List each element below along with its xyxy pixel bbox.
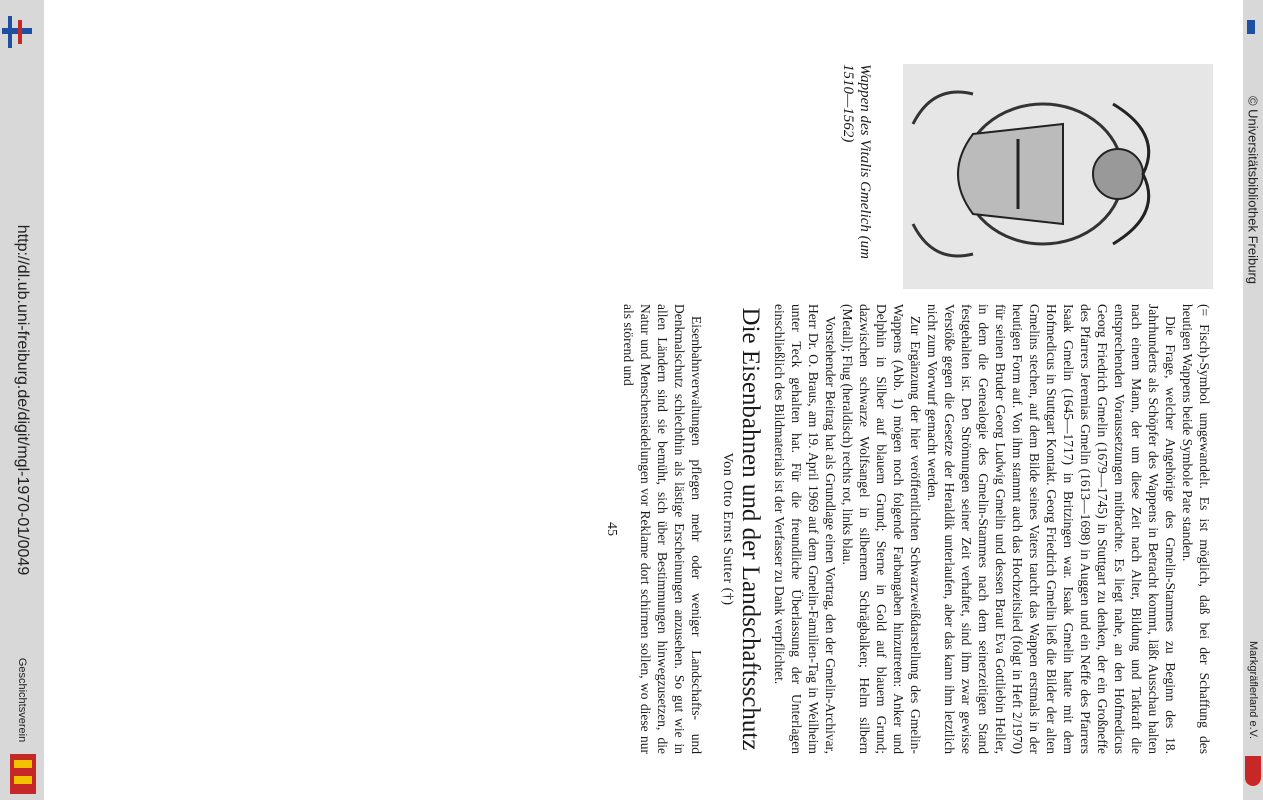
wappen-drawing	[903, 64, 1213, 289]
scanned-page	[160, 64, 1263, 754]
blue-marker-icon	[1247, 20, 1255, 34]
paragraph-4: Vorstehender Beitrag hat als Grundlage einen Vortrag, den der Gmelin-Archivar, Herr Dr. O. Braus, am 19. April 1969 auf dem Gmelin-Familien-Tag in Weilheim unter Teck gehalten hat. Für die freundliche Überlassung der Unterlagen einschließlich des Bildmaterials ist der Verfasser zu Dank verpflichtet.	[771, 304, 838, 754]
logo-stripes-icon	[2, 16, 32, 48]
coat-of-arms-icon-right	[1245, 756, 1261, 786]
article-byline: Von Otto Ernst Sutter (†)	[719, 452, 735, 606]
article-headline: Die Eisenbahnen und der Landschaftsschutz	[736, 307, 764, 751]
main-text	[603, 304, 1213, 754]
coat-of-arms-illustration	[903, 64, 1213, 289]
illustration-caption: Wappen des Vitalis Gmelich (um 1510—1562)	[839, 64, 873, 259]
paragraph-2: Die Frage, welcher Angehörige des Gmelin-Stammes zu Beginn des 18. Jahrhunderts als Schöpfer des Wappens in Betracht kommt, läßt Ausschau halten nach einem Mann, der um diese Zeit nach Alter, Bildung und Tatkraft die entsprechenden Voraussetzungen mitbrachte. Es liegt nahe, an den Hofmedicus Georg Friedrich Gmelin (1679—1745) in Stuttgart zu denken, der ein Großneffe des Pfarrers Jeremias Gmelin (1613—1698) in Auggen und ein Neffe des Pfarrers Isaak Gmelin (1645—1717) in Britzingen war. Isaak Gmelin hatte mit dem Hofmedicus in Stuttgart Kontakt. Georg Friedrich Gmelin ließ die Bilder der alten Gmelins stechen, auf dem Bilde seines Vaters taucht das Wappen erstmals in der heutigen Form auf. Von ihm stammt auch das Hochzeitslied (folgt in Heft 2/1970) für seinen Bruder Georg Ludwig Gmelin und dessen Braut Eva Gottliebin Heller, in dem die Genealogie des Gmelin-Stammes nach dem seinerzeitigen Stand festgehalten ist. Den Strömungen seiner Zeit verhaftet, sind ihm zwar gewisse Verstöße gegen die Gesetze der Heraldik unterlaufen, aber das kann ihm letztlich nicht zum Vorwurf gemacht werden.	[924, 304, 1178, 754]
article-paragraph: Eisenbahnverwaltungen pflegen mehr oder weniger Landschafts- und Denkmalschutz schlechthin als lästige Erscheinungen anzusehen. So gut wie in allen Ländern sind sie bemüht, sich über Bestimmungen hinwegzusetzen, die Natur und Menschensiedelungen vor Reklame dort schirmen sollen, wo diese nur als störend und	[620, 304, 704, 754]
document-url[interactable]: http://dl.ub.uni-freiburg.de/digit/mgl-1970-01/0049	[14, 224, 31, 576]
society-label: Geschichtsverein	[16, 657, 28, 743]
society-label-right: Markgräflerland e.V.	[1247, 640, 1259, 740]
library-label: © Universitätsbibliothek Freiburg	[1245, 95, 1261, 285]
paragraph-3: Zur Ergänzung der hier veröffentlichten Schwarzweißdarstellung des Gmelin-Wappens (Abb. 1) mögen noch folgende Farbangaben hinzutreten: Anker und Delphin in Silber auf blauem Grund; Sterne in Gold auf blauem Grund; dazwischen schwarze Wolfsangel in silbernem Schrägbalken; Helm silbern (Metall); Flug (heraldisch) rechts rot, links blau.	[839, 304, 923, 754]
coat-of-arms-icon	[10, 754, 36, 794]
left-sidebar	[0, 0, 44, 800]
paragraph-1: (= Fisch)-Symbol umgewandelt. Es ist möglich, daß bei der Schaffung des heutigen Wappens beide Symbole Pate standen.	[1179, 304, 1212, 754]
page-number: 45	[603, 522, 619, 536]
